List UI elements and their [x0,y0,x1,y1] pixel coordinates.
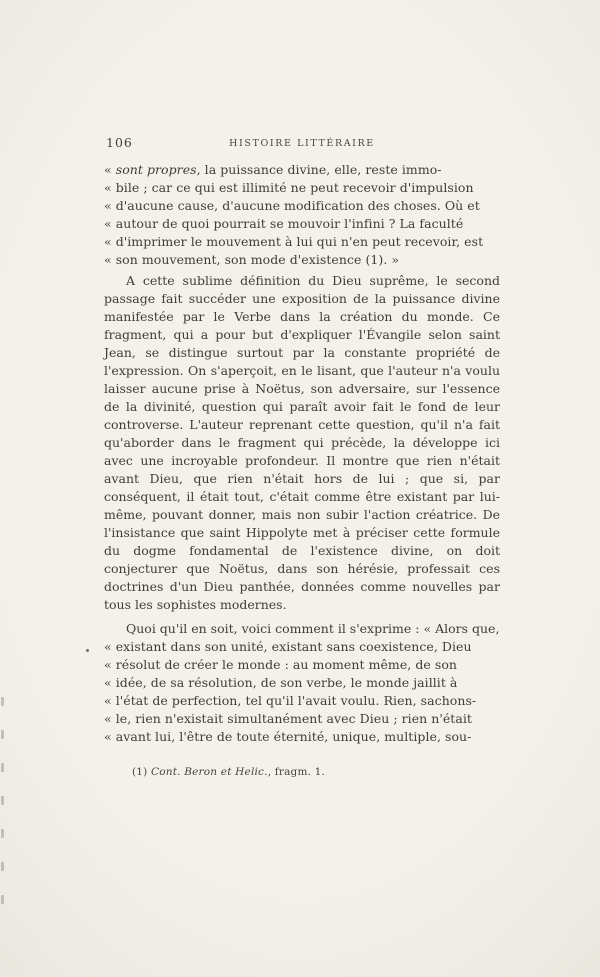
edge-mark [1,895,4,904]
paragraph-intro-line: Quoi qu'il en soit, voici comment il s'exprime : « Alors que, [126,621,500,636]
quote-open-mark: « [104,162,116,177]
italic-phrase: sont propres [115,162,197,177]
edge-mark [1,829,4,838]
quote-line: « d'imprimer le mouvement à lui qui n'en peut recevoir, est [104,234,484,249]
footnote-work-title: Cont. Beron et Helic. [151,766,268,778]
edge-mark [1,763,4,772]
footnote-rest: , fragm. 1. [267,766,326,778]
quote-line: « avant lui, l'être de toute éternité, unique, multiple, sou- [104,729,472,744]
footnote-number: (1) [132,766,152,778]
quote-line: « autour de quoi pourrait se mouvoir l'infini ? La faculté [104,216,464,231]
quote-line: « résolut de créer le monde : au moment même, de son [104,657,457,672]
edge-mark [1,862,4,871]
quote-line: « d'aucune cause, d'aucune modification des choses. Où et [104,198,480,213]
text-column [104,134,500,778]
quote-line [104,161,500,179]
running-title: HISTOIRE LITTÉRAIRE [229,138,375,149]
quote-line: « son mouvement, son mode d'existence (1). » [104,252,400,267]
quote-line: « existant dans son unité, existant sans coexistence, Dieu [104,639,472,654]
ink-dot-mark [86,649,89,652]
edge-mark [1,796,4,805]
quote-line: « l'état de perfection, tel qu'il l'avait voulu. Rien, sachons- [104,693,477,708]
quote-line-text: , la puissance divine, elle, reste immo- [196,162,442,177]
paragraph-main: A cette sublime définition du Dieu suprême, le second passage fait succéder une exposition de la puissance divine manifestée par le Verbe dans la création du monde. Ce fragment, qui a pour but d'expliquer l'Évangile selon saint Jean, se distingue surtout par la constante propriété de l'expression. On s'aperçoit, en le lisant, que l'auteur n'a voulu laisser aucune prise à Noëtus, son adversaire, sur l'essence de la divinité, question qui paraît avoir fait le fond de leur controverse. L'auteur reprenant cette question, qu'il n'a fait qu'aborder dans le fragment qui précède, la développe ici avec une incroyable profondeur. Il montre que rien n'était avant Dieu, que rien n'était hors de lui ; que si, par conséquent, il était tout, c'était comme être existant par lui-même, pouvant donner, mais non subir l'action créatrice. De l'insistance que saint Hippolyte met à préciser cette formule du dogme fondamental de l'existence divine, on doit conjecturer que Noëtus, dans son hérésie, professait ces doctrines d'un Dieu panthée, données comme nouvelles par tous les sophistes modernes. [104,273,500,612]
quote-line: « le, rien n'existait simultanément avec Dieu ; rien n'était [104,711,472,726]
quote-line: « idée, de sa résolution, de son verbe, le monde jaillit à [104,675,458,690]
quotation-block-1 [104,161,500,269]
page-header [104,134,500,161]
edge-mark [1,730,4,739]
edge-mark [1,697,4,706]
page-number: 106 [106,135,133,150]
quote-line: « bile ; car ce qui est illimité ne peut recevoir d'impulsion [104,180,474,195]
quotation-block-2 [104,638,500,746]
footnote [132,766,500,778]
